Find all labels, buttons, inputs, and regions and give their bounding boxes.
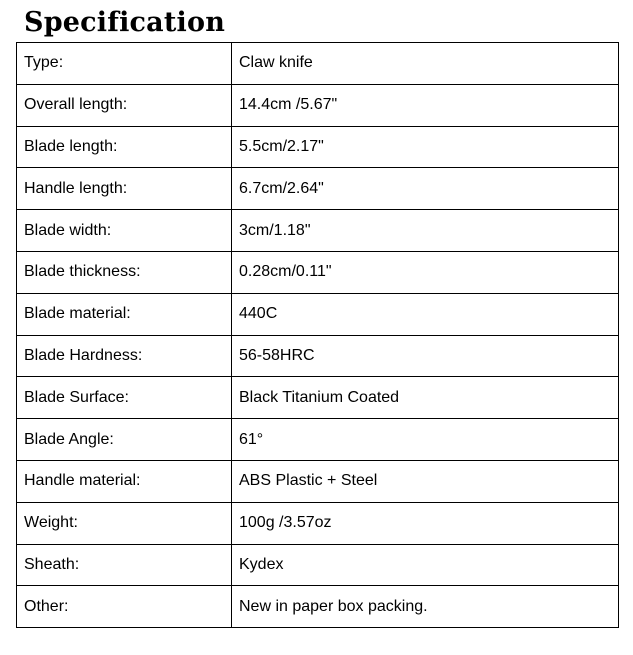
spec-value: 100g /3.57oz xyxy=(232,502,619,544)
spec-label: Handle material: xyxy=(17,460,232,502)
spec-label: Blade material: xyxy=(17,293,232,335)
table-row-blade-angle xyxy=(17,419,619,461)
spec-label: Blade Angle: xyxy=(17,419,232,461)
table-row-handle-material xyxy=(17,460,619,502)
spec-value: Claw knife xyxy=(232,43,619,85)
table-row-blade-width xyxy=(17,210,619,252)
spec-label: Handle length: xyxy=(17,168,232,210)
table-row-other xyxy=(17,586,619,628)
spec-value: 61° xyxy=(232,419,619,461)
table-row-handle-length xyxy=(17,168,619,210)
table-row-blade-thickness xyxy=(17,251,619,293)
spec-value: New in paper box packing. xyxy=(232,586,619,628)
spec-label: Blade thickness: xyxy=(17,251,232,293)
spec-table-body xyxy=(17,43,619,628)
table-row-blade-hardness xyxy=(17,335,619,377)
table-row-blade-material xyxy=(17,293,619,335)
spec-value: Black Titanium Coated xyxy=(232,377,619,419)
spec-value: 14.4cm /5.67" xyxy=(232,84,619,126)
spec-label: Weight: xyxy=(17,502,232,544)
spec-label: Blade length: xyxy=(17,126,232,168)
spec-table xyxy=(16,42,619,628)
spec-label: Blade width: xyxy=(17,210,232,252)
spec-label: Blade Hardness: xyxy=(17,335,232,377)
spec-value: 5.5cm/2.17" xyxy=(232,126,619,168)
spec-value: 0.28cm/0.11" xyxy=(232,251,619,293)
spec-label: Type: xyxy=(17,43,232,85)
spec-value: 440C xyxy=(232,293,619,335)
page-title: Specification xyxy=(24,7,226,38)
spec-value: 56-58HRC xyxy=(232,335,619,377)
table-row-blade-length xyxy=(17,126,619,168)
table-row-weight xyxy=(17,502,619,544)
spec-label: Sheath: xyxy=(17,544,232,586)
table-row-overall-length xyxy=(17,84,619,126)
spec-label: Blade Surface: xyxy=(17,377,232,419)
spec-label: Overall length: xyxy=(17,84,232,126)
spec-value: 6.7cm/2.64" xyxy=(232,168,619,210)
spec-value: 3cm/1.18" xyxy=(232,210,619,252)
spec-value: Kydex xyxy=(232,544,619,586)
table-row-blade-surface xyxy=(17,377,619,419)
table-row-type xyxy=(17,43,619,85)
spec-value: ABS Plastic + Steel xyxy=(232,460,619,502)
table-row-sheath xyxy=(17,544,619,586)
spec-label: Other: xyxy=(17,586,232,628)
